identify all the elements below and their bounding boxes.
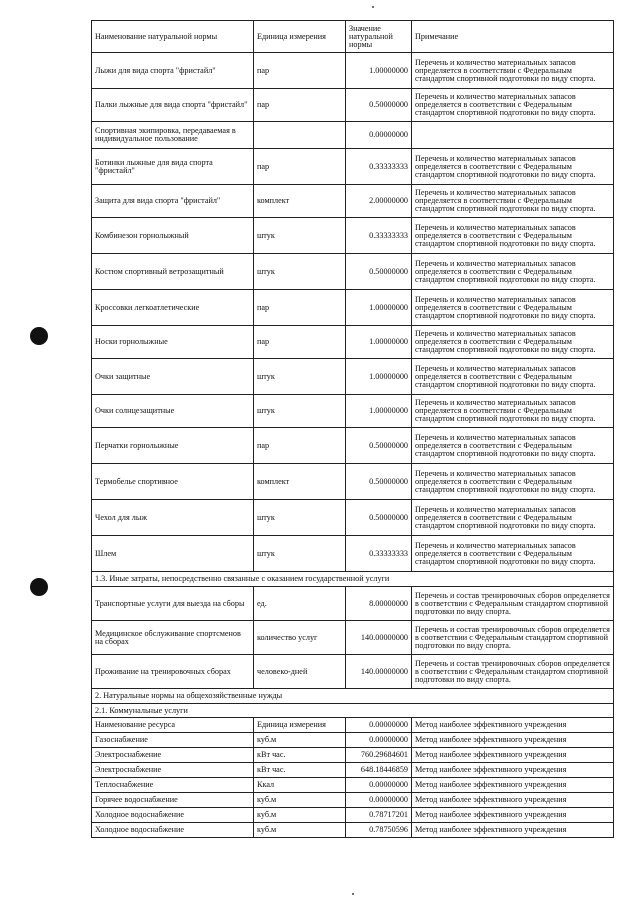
table-row: [92, 823, 614, 838]
norm-unit: пар: [254, 290, 346, 326]
table-row: [92, 89, 614, 122]
norm-note: Перечень и количество материальных запасов определяется в соответствии с Федеральным стандартом спортивной подготовки по виду спорта.: [412, 395, 614, 428]
norm-name: Перчатки горнолыжные: [92, 428, 254, 464]
norm-unit: Ккал: [254, 778, 346, 793]
norm-unit: комплект: [254, 464, 346, 500]
punch-hole-top: [30, 327, 48, 345]
scan-speck: [372, 6, 374, 8]
norm-note: Перечень и состав тренировочных сборов определяется в соответствии с Федеральным стандартом спортивной подготовки по виду спорта.: [412, 621, 614, 655]
punch-hole-bottom: [30, 578, 48, 596]
section-2-1-label: 2.1. Коммунальные услуги: [92, 704, 614, 718]
utilities-header-value: 0.00000000: [346, 718, 412, 733]
norm-value: 1.00000000: [346, 53, 412, 89]
norm-name: Костюм спортивный ветрозащитный: [92, 254, 254, 290]
norm-unit: количество услуг: [254, 621, 346, 655]
section-1-3-label: 1.3. Иные затраты, непосредственно связанные с оказанием государственной услуги: [92, 572, 614, 587]
norm-unit: [254, 122, 346, 149]
table-row: [92, 359, 614, 395]
norm-value: 1.00000000: [346, 359, 412, 395]
norm-note: Перечень и состав тренировочных сборов определяется в соответствии с Федеральным стандартом спортивной подготовки по виду спорта.: [412, 587, 614, 621]
norm-value: 0.78717201: [346, 808, 412, 823]
norm-value: 1.00000000: [346, 290, 412, 326]
norm-name: Лыжи для вида спорта "фристайл": [92, 53, 254, 89]
header-value: Значение натуральной нормы: [346, 21, 412, 53]
norm-note: Метод наиболее эффективного учреждения: [412, 778, 614, 793]
table-row: [92, 778, 614, 793]
table-row: [92, 621, 614, 655]
norm-name: Холодное водоснабжение: [92, 823, 254, 838]
norm-unit: человеко-дней: [254, 655, 346, 689]
norm-value: 0.00000000: [346, 793, 412, 808]
norm-name: Спортивная экипировка, передаваемая в индивидуальное пользование: [92, 122, 254, 149]
section-1-3: [92, 572, 614, 587]
norm-name: Защита для вида спорта "фристайл": [92, 185, 254, 218]
table-row: [92, 254, 614, 290]
norm-value: 760.29684601: [346, 748, 412, 763]
norm-note: Перечень и количество материальных запасов определяется в соответствии с Федеральным стандартом спортивной подготовки по виду спорта.: [412, 500, 614, 536]
norm-unit: штук: [254, 359, 346, 395]
norm-unit: пар: [254, 326, 346, 359]
table-row: [92, 500, 614, 536]
norm-name: Кроссовки легкоатлетические: [92, 290, 254, 326]
section-2: [92, 689, 614, 704]
norm-name: Холодное водоснабжение: [92, 808, 254, 823]
table-row: [92, 326, 614, 359]
norm-note: Перечень и количество материальных запасов определяется в соответствии с Федеральным стандартом спортивной подготовки по виду спорта.: [412, 149, 614, 185]
norm-note: [412, 122, 614, 149]
table-row: [92, 464, 614, 500]
norm-name: Носки горнолыжные: [92, 326, 254, 359]
norm-name: Термобелье спортивное: [92, 464, 254, 500]
table-row: [92, 748, 614, 763]
norm-name: Чехол для лыж: [92, 500, 254, 536]
norm-name: Электроснабжение: [92, 763, 254, 778]
table-row: [92, 536, 614, 572]
norm-name: Горячее водоснабжение: [92, 793, 254, 808]
table-row: [92, 149, 614, 185]
norm-unit: штук: [254, 218, 346, 254]
norm-note: Метод наиболее эффективного учреждения: [412, 748, 614, 763]
table-row: [92, 763, 614, 778]
norm-value: 0.33333333: [346, 536, 412, 572]
norm-name: Ботинки лыжные для вида спорта "фристайл": [92, 149, 254, 185]
norm-value: 0.50000000: [346, 464, 412, 500]
norm-note: Метод наиболее эффективного учреждения: [412, 823, 614, 838]
table-row: [92, 733, 614, 748]
norm-note: Перечень и количество материальных запасов определяется в соответствии с Федеральным стандартом спортивной подготовки по виду спорта.: [412, 359, 614, 395]
norm-name: Комбинезон горнолыжный: [92, 218, 254, 254]
norm-name: Медицинское обслуживание спортсменов на сборах: [92, 621, 254, 655]
header-name: Наименование натуральной нормы: [92, 21, 254, 53]
norm-value: 0.50000000: [346, 500, 412, 536]
norm-note: Перечень и состав тренировочных сборов определяется в соответствии с Федеральным стандартом спортивной подготовки по виду спорта.: [412, 655, 614, 689]
table-row: [92, 290, 614, 326]
table-row: [92, 428, 614, 464]
norm-name: Шлем: [92, 536, 254, 572]
norm-note: Метод наиболее эффективного учреждения: [412, 793, 614, 808]
utilities-header-row: [92, 718, 614, 733]
scan-speck: [352, 893, 354, 895]
norm-unit: пар: [254, 428, 346, 464]
norm-name: Транспортные услуги для выезда на сборы: [92, 587, 254, 621]
norm-value: 0.00000000: [346, 122, 412, 149]
norm-unit: кВт час.: [254, 748, 346, 763]
norm-note: Перечень и количество материальных запасов определяется в соответствии с Федеральным стандартом спортивной подготовки по виду спорта.: [412, 53, 614, 89]
norm-value: 2.00000000: [346, 185, 412, 218]
norm-value: 0.33333333: [346, 218, 412, 254]
table-row: [92, 218, 614, 254]
norm-unit: куб.м: [254, 808, 346, 823]
header-note: Примечание: [412, 21, 614, 53]
norm-unit: куб.м: [254, 823, 346, 838]
norm-unit: пар: [254, 89, 346, 122]
norms-table: [91, 20, 614, 838]
norm-note: Перечень и количество материальных запасов определяется в соответствии с Федеральным стандартом спортивной подготовки по виду спорта.: [412, 536, 614, 572]
norm-note: Перечень и количество материальных запасов определяется в соответствии с Федеральным стандартом спортивной подготовки по виду спорта.: [412, 464, 614, 500]
norm-name: Палки лыжные для вида спорта "фристайл": [92, 89, 254, 122]
norm-unit: кВт час.: [254, 763, 346, 778]
norm-value: 140.00000000: [346, 621, 412, 655]
norm-name: Проживание на тренировочных сборах: [92, 655, 254, 689]
norm-value: 0.00000000: [346, 733, 412, 748]
norm-value: 140.00000000: [346, 655, 412, 689]
norm-note: Перечень и количество материальных запасов определяется в соответствии с Федеральным стандартом спортивной подготовки по виду спорта.: [412, 254, 614, 290]
norm-unit: куб.м: [254, 733, 346, 748]
norm-note: Перечень и количество материальных запасов определяется в соответствии с Федеральным стандартом спортивной подготовки по виду спорта.: [412, 326, 614, 359]
norm-note: Перечень и количество материальных запасов определяется в соответствии с Федеральным стандартом спортивной подготовки по виду спорта.: [412, 218, 614, 254]
utilities-header-note: Метод наиболее эффективного учреждения: [412, 718, 614, 733]
header-unit: Единица измерения: [254, 21, 346, 53]
norm-note: Перечень и количество материальных запасов определяется в соответствии с Федеральным стандартом спортивной подготовки по виду спорта.: [412, 428, 614, 464]
table-row: [92, 655, 614, 689]
norm-unit: пар: [254, 53, 346, 89]
section-2-1: [92, 704, 614, 718]
norm-value: 0.00000000: [346, 778, 412, 793]
norm-unit: ед.: [254, 587, 346, 621]
norm-note: Перечень и количество материальных запасов определяется в соответствии с Федеральным стандартом спортивной подготовки по виду спорта.: [412, 89, 614, 122]
utilities-header-name: Наименование ресурса: [92, 718, 254, 733]
norm-unit: штук: [254, 536, 346, 572]
norm-unit: комплект: [254, 185, 346, 218]
norm-value: 0.78750596: [346, 823, 412, 838]
norm-unit: штук: [254, 395, 346, 428]
norm-note: Метод наиболее эффективного учреждения: [412, 763, 614, 778]
norm-unit: штук: [254, 254, 346, 290]
norm-unit: куб.м: [254, 793, 346, 808]
norm-value: 0.50000000: [346, 89, 412, 122]
table-row: [92, 587, 614, 621]
table-row: [92, 395, 614, 428]
norm-name: Очки защитные: [92, 359, 254, 395]
norm-unit: пар: [254, 149, 346, 185]
norm-unit: штук: [254, 500, 346, 536]
norm-name: Электроснабжение: [92, 748, 254, 763]
norm-note: Метод наиболее эффективного учреждения: [412, 733, 614, 748]
norm-value: 8.00000000: [346, 587, 412, 621]
norm-note: Метод наиболее эффективного учреждения: [412, 808, 614, 823]
norm-value: 1.00000000: [346, 326, 412, 359]
norm-value: 0.50000000: [346, 254, 412, 290]
norm-value: 0.33333333: [346, 149, 412, 185]
section-2-label: 2. Натуральные нормы на общехозяйственные нужды: [92, 689, 614, 704]
table-row: [92, 122, 614, 149]
utilities-header-unit: Единица измерения: [254, 718, 346, 733]
header-row: [92, 21, 614, 53]
norm-note: Перечень и количество материальных запасов определяется в соответствии с Федеральным стандартом спортивной подготовки по виду спорта.: [412, 185, 614, 218]
table-row: [92, 793, 614, 808]
norm-value: 648.18446859: [346, 763, 412, 778]
norm-value: 1.00000000: [346, 395, 412, 428]
norm-name: Теплоснабжение: [92, 778, 254, 793]
table-row: [92, 808, 614, 823]
norm-name: Газоснабжение: [92, 733, 254, 748]
table-row: [92, 185, 614, 218]
norm-value: 0.50000000: [346, 428, 412, 464]
norm-name: Очки солнцезащитные: [92, 395, 254, 428]
table-row: [92, 53, 614, 89]
norm-note: Перечень и количество материальных запасов определяется в соответствии с Федеральным стандартом спортивной подготовки по виду спорта.: [412, 290, 614, 326]
